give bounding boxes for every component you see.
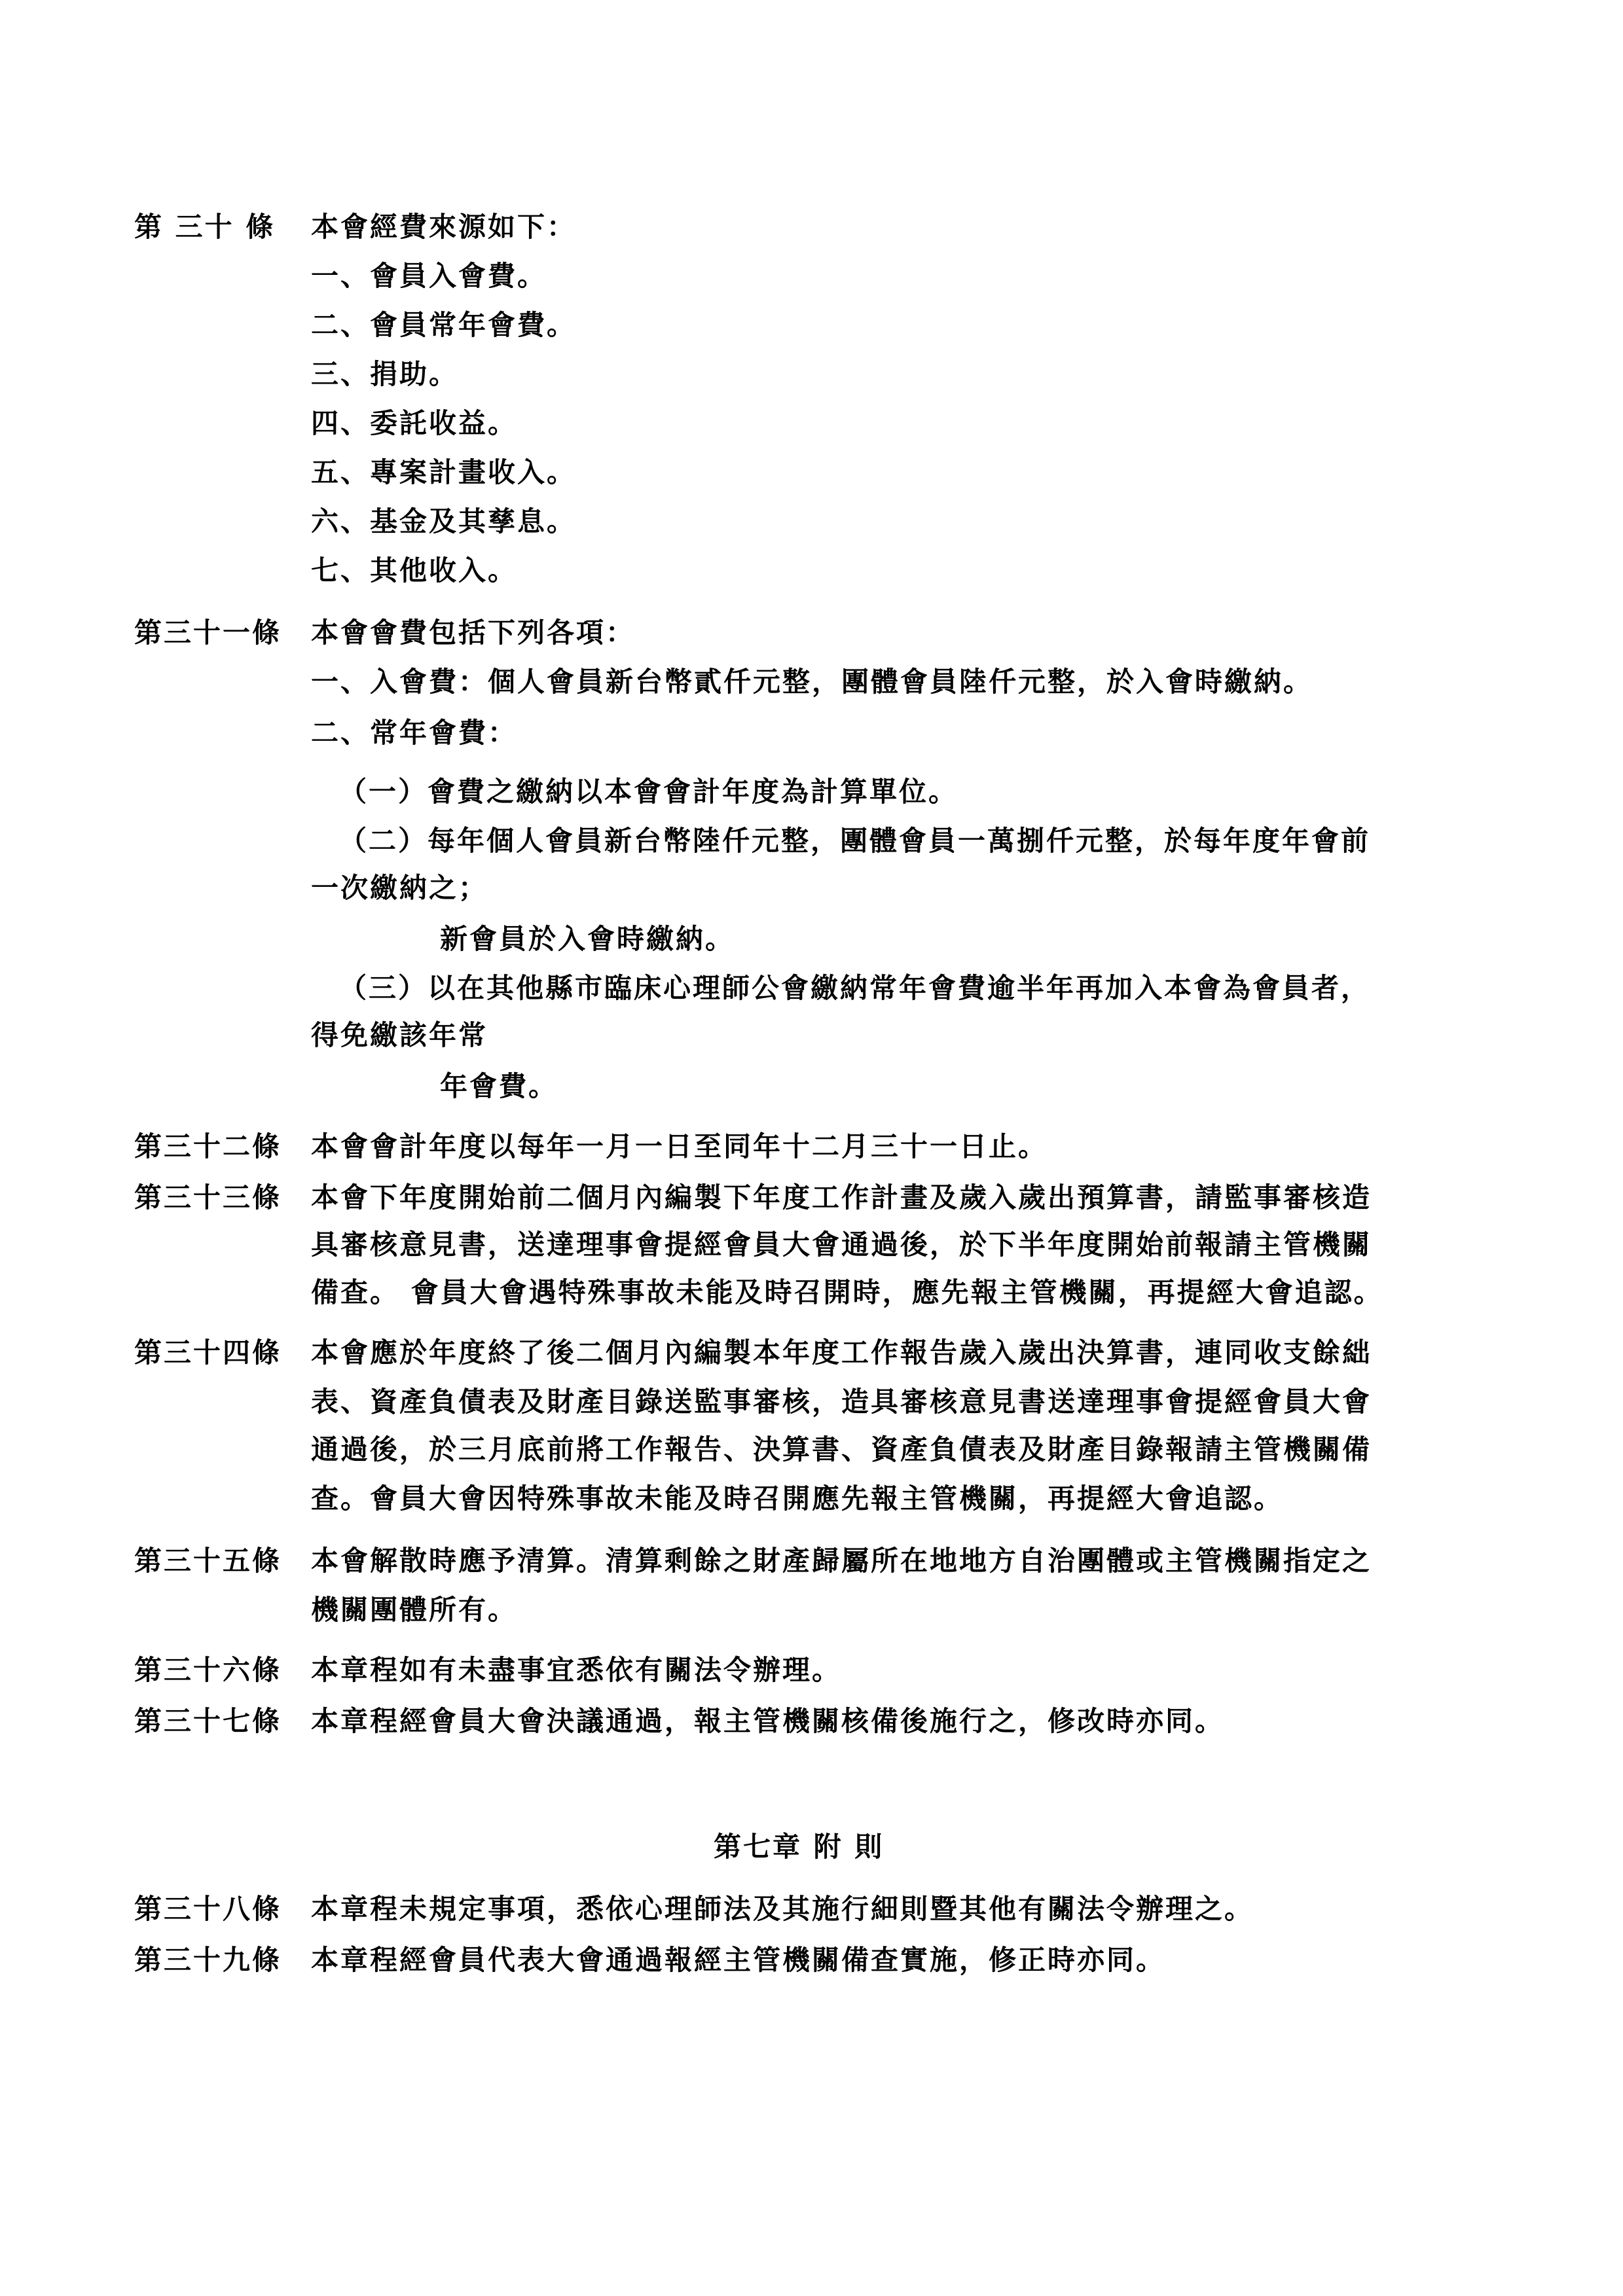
article-31-sub-3-line-2: 得免繳該年常: [311, 1019, 488, 1051]
article-33-label: 第三十三條: [134, 1181, 282, 1213]
article-35-label: 第三十五條: [134, 1545, 282, 1577]
article-38-text: 本章程未規定事項，悉依心理師法及其施行細則暨其他有關法令辦理之。: [311, 1893, 1254, 1925]
article-33-line-1: 本會下年度開始前二個月內編製下年度工作計畫及歲入歲出預算書，請監事審核造: [311, 1181, 1372, 1213]
article-30-item-5: 五、專案計畫收入。: [311, 456, 577, 488]
article-31-sub-2-line-3: 新會員於入會時繳納。: [440, 923, 735, 955]
article-32-text: 本會會計年度以每年一月一日至同年十二月三十一日止。: [311, 1130, 1048, 1162]
article-37-text: 本章程經會員大會決議通過，報主管機關核備後施行之，修改時亦同。: [311, 1705, 1225, 1737]
article-39-text: 本章程經會員代表大會通過報經主管機關備查實施，修正時亦同。: [311, 1944, 1166, 1976]
article-31-item-2: 二、常年會費：: [311, 717, 518, 749]
article-34-line-3: 通過後，於三月底前將工作報告、決算書、資產負債表及財產目錄報請主管機關備: [311, 1433, 1372, 1465]
article-31-label: 第三十一條: [134, 617, 282, 649]
article-31-sub-1: （一）會費之繳納以本會會計年度為計算單位。: [339, 776, 958, 808]
article-34-label: 第三十四條: [134, 1336, 282, 1369]
article-36-text: 本章程如有未盡事宜悉依有關法令辦理。: [311, 1654, 842, 1686]
article-35-line-1: 本會解散時應予清算。清算剩餘之財產歸屬所在地地方自治團體或主管機關指定之: [311, 1545, 1372, 1577]
article-30-item-1: 一、會員入會費。: [311, 260, 547, 292]
article-32-label: 第三十二條: [134, 1130, 282, 1162]
article-34-line-4: 查。會員大會因特殊事故未能及時召開應先報主管機關，再提經大會追認。: [311, 1482, 1284, 1515]
article-35-line-2: 機關團體所有。: [311, 1594, 518, 1626]
article-30-item-2: 二、會員常年會費。: [311, 309, 577, 341]
article-30-item-6: 六、基金及其孳息。: [311, 505, 577, 537]
article-31-sub-2-line-2: 一次繳納之；: [311, 872, 488, 904]
article-34-line-2: 表、資產負債表及財產目錄送監事審核，造具審核意見書送達理事會提經會員大會: [311, 1386, 1372, 1418]
article-31-item-1: 一、入會費：個人會員新台幣貳仟元整，團體會員陸仟元整，於入會時繳納。: [311, 666, 1313, 698]
article-31-text: 本會會費包括下列各項：: [311, 617, 636, 649]
article-30-text: 本會經費來源如下：: [311, 211, 577, 243]
article-30-label: 第 三十 條: [134, 211, 276, 243]
chapter-7-heading: 第七章 附 則: [714, 1831, 884, 1863]
article-37-label: 第三十七條: [134, 1705, 282, 1737]
article-39-label: 第三十九條: [134, 1944, 282, 1976]
article-34-line-1: 本會應於年度終了後二個月內編製本年度工作報告歲入歲出決算書，連同收支餘絀: [311, 1336, 1372, 1369]
article-31-sub-3-line-1: （三）以在其他縣市臨床心理師公會繳納常年會費逾半年再加入本會為會員者，: [339, 972, 1371, 1004]
article-38-label: 第三十八條: [134, 1893, 282, 1925]
article-33-line-3: 備查。 會員大會遇特殊事故未能及時召開時，應先報主管機關，再提經大會追認。: [311, 1276, 1383, 1308]
article-31-sub-3-line-3: 年會費。: [440, 1070, 558, 1102]
article-30-item-4: 四、委託收益。: [311, 407, 518, 439]
article-33-line-2: 具審核意見書，送達理事會提經會員大會通過後，於下半年度開始前報請主管機關: [311, 1229, 1372, 1261]
article-31-sub-2-line-1: （二）每年個人會員新台幣陸仟元整，團體會員一萬捌仟元整，於每年度年會前: [339, 825, 1371, 857]
article-30-item-3: 三、捐助。: [311, 358, 459, 390]
article-36-label: 第三十六條: [134, 1654, 282, 1686]
article-30-item-7: 七、其他收入。: [311, 554, 518, 586]
